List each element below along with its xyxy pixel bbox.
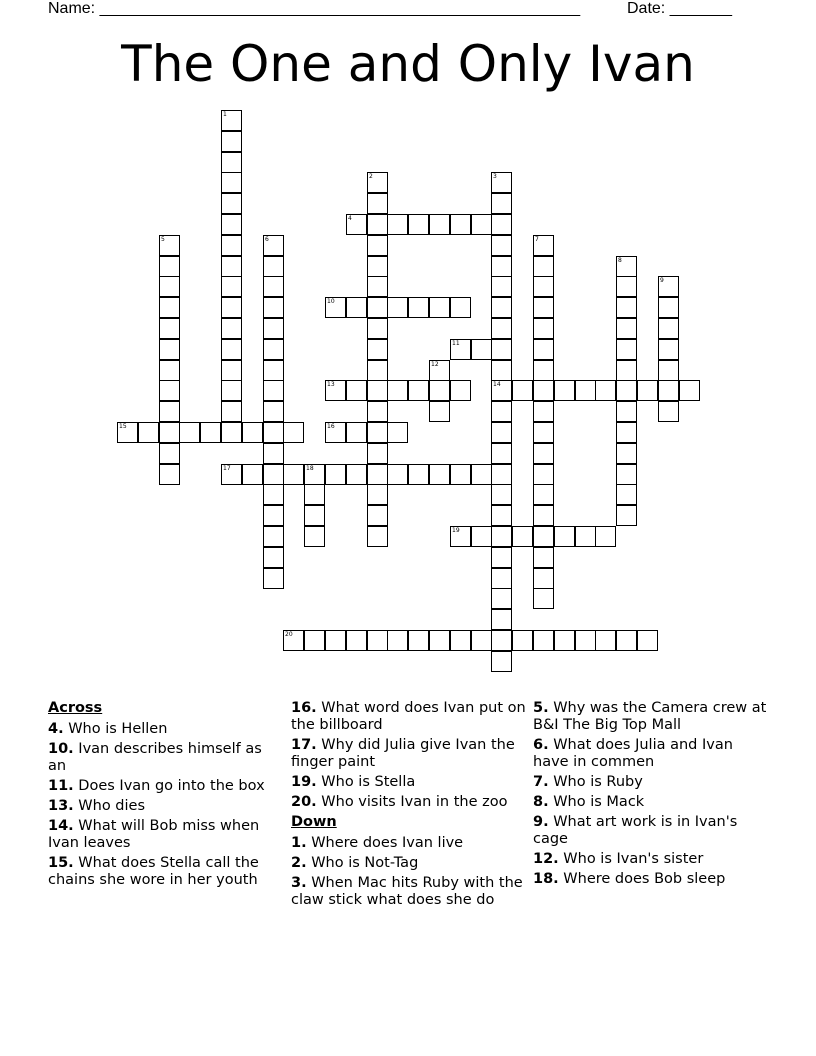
clue-number: 4 bbox=[348, 215, 352, 222]
clue-across-19: 19. Who is Stella bbox=[291, 774, 416, 790]
grid-cell[interactable] bbox=[159, 318, 180, 339]
grid-cell[interactable] bbox=[367, 339, 388, 360]
grid-cell[interactable] bbox=[242, 422, 263, 443]
grid-cell[interactable] bbox=[221, 235, 242, 256]
grid-cell[interactable] bbox=[263, 505, 284, 526]
grid-cell[interactable] bbox=[387, 380, 408, 401]
grid-cell[interactable] bbox=[533, 422, 554, 443]
grid-cell[interactable] bbox=[471, 339, 492, 360]
grid-cell[interactable] bbox=[533, 630, 554, 651]
grid-cell[interactable] bbox=[367, 193, 388, 214]
grid-cell[interactable] bbox=[221, 380, 242, 401]
grid-cell[interactable] bbox=[429, 464, 450, 485]
clue-across-14: 14. What will Bob miss when Ivan leaves bbox=[48, 818, 260, 851]
clue-across-20: 20. Who visits Ivan in the zoo bbox=[291, 794, 508, 810]
grid-cell[interactable] bbox=[533, 588, 554, 609]
grid-cell[interactable] bbox=[367, 214, 388, 235]
grid-cell[interactable] bbox=[533, 464, 554, 485]
grid-cell[interactable] bbox=[367, 360, 388, 381]
grid-cell[interactable] bbox=[450, 630, 471, 651]
grid-cell[interactable] bbox=[616, 297, 637, 318]
grid-cell[interactable] bbox=[491, 651, 512, 672]
grid-cell[interactable] bbox=[408, 630, 429, 651]
grid-cell[interactable] bbox=[616, 505, 637, 526]
grid-cell[interactable] bbox=[304, 526, 325, 547]
grid-cell[interactable] bbox=[533, 568, 554, 589]
grid-cell[interactable] bbox=[595, 630, 616, 651]
grid-cell[interactable] bbox=[533, 235, 554, 256]
clue-across-15: 15. What does Stella call the chains she wore in her youth bbox=[48, 855, 259, 888]
across-heading: Across bbox=[48, 700, 103, 716]
clue-number: 17 bbox=[223, 465, 231, 472]
grid-cell[interactable] bbox=[491, 443, 512, 464]
date-field[interactable]: Date: _______ bbox=[627, 0, 732, 17]
clue-down-5: 5. Why was the Camera crew at B&I The Big Top Mall bbox=[533, 700, 767, 733]
grid-cell[interactable] bbox=[367, 401, 388, 422]
grid-cell[interactable] bbox=[429, 401, 450, 422]
grid-cell[interactable] bbox=[616, 276, 637, 297]
clue-column-3 bbox=[533, 700, 773, 891]
grid-cell[interactable] bbox=[491, 339, 512, 360]
grid-cell[interactable] bbox=[512, 526, 533, 547]
clue-number: 10 bbox=[327, 298, 335, 305]
grid-cell[interactable] bbox=[221, 318, 242, 339]
grid-cell[interactable] bbox=[616, 484, 637, 505]
grid-cell[interactable] bbox=[346, 464, 367, 485]
grid-cell[interactable] bbox=[346, 630, 367, 651]
clue-number: 9 bbox=[660, 277, 664, 284]
grid-cell[interactable] bbox=[533, 256, 554, 277]
grid-cell[interactable] bbox=[263, 235, 284, 256]
grid-cell[interactable] bbox=[283, 464, 304, 485]
clue-number: 7 bbox=[535, 236, 539, 243]
grid-cell[interactable] bbox=[367, 464, 388, 485]
clue-down-3: 3. When Mac hits Ruby with the claw stick what does she do bbox=[291, 875, 523, 908]
grid-cell[interactable] bbox=[200, 422, 221, 443]
grid-cell[interactable] bbox=[263, 568, 284, 589]
grid-cell[interactable] bbox=[450, 464, 471, 485]
grid-cell[interactable] bbox=[263, 360, 284, 381]
grid-cell[interactable] bbox=[367, 276, 388, 297]
grid-cell[interactable] bbox=[471, 630, 492, 651]
grid-cell[interactable] bbox=[491, 505, 512, 526]
grid-cell[interactable] bbox=[408, 214, 429, 235]
grid-cell[interactable] bbox=[221, 131, 242, 152]
grid-cell[interactable] bbox=[263, 256, 284, 277]
clue-down-18: 18. Where does Bob sleep bbox=[533, 871, 726, 887]
grid-cell[interactable] bbox=[491, 256, 512, 277]
grid-cell[interactable] bbox=[367, 256, 388, 277]
grid-cell[interactable] bbox=[367, 505, 388, 526]
clue-down-2: 2. Who is Not-Tag bbox=[291, 855, 419, 871]
grid-cell[interactable] bbox=[304, 630, 325, 651]
grid-cell[interactable] bbox=[367, 172, 388, 193]
grid-cell[interactable] bbox=[554, 630, 575, 651]
grid-cell[interactable] bbox=[346, 422, 367, 443]
clue-column-2 bbox=[291, 700, 527, 912]
grid-cell[interactable] bbox=[263, 380, 284, 401]
clue-across-4: 4. Who is Hellen bbox=[48, 721, 168, 737]
grid-cell[interactable] bbox=[263, 422, 284, 443]
grid-cell[interactable] bbox=[325, 380, 346, 401]
grid-cell[interactable] bbox=[263, 318, 284, 339]
grid-cell[interactable] bbox=[491, 464, 512, 485]
grid-cell[interactable] bbox=[575, 526, 596, 547]
grid-cell[interactable] bbox=[325, 630, 346, 651]
grid-cell[interactable] bbox=[450, 526, 471, 547]
grid-cell[interactable] bbox=[159, 464, 180, 485]
grid-cell[interactable] bbox=[387, 214, 408, 235]
grid-cell[interactable] bbox=[491, 380, 512, 401]
clue-across-13: 13. Who dies bbox=[48, 798, 146, 814]
clue-number: 15 bbox=[119, 423, 127, 430]
grid-cell[interactable] bbox=[658, 297, 679, 318]
grid-cell[interactable] bbox=[221, 172, 242, 193]
grid-cell[interactable] bbox=[159, 380, 180, 401]
grid-cell[interactable] bbox=[595, 380, 616, 401]
grid-cell[interactable] bbox=[263, 526, 284, 547]
grid-cell[interactable] bbox=[616, 422, 637, 443]
grid-cell[interactable] bbox=[263, 547, 284, 568]
clue-number: 1 bbox=[223, 111, 227, 118]
grid-cell[interactable] bbox=[221, 464, 242, 485]
grid-cell[interactable] bbox=[325, 297, 346, 318]
grid-cell[interactable] bbox=[616, 630, 637, 651]
grid-cell[interactable] bbox=[575, 630, 596, 651]
clue-across-16: 16. What word does Ivan put on the billboard bbox=[291, 700, 526, 733]
clue-number: 12 bbox=[431, 361, 439, 368]
grid-cell[interactable] bbox=[283, 422, 304, 443]
grid-cell[interactable] bbox=[304, 505, 325, 526]
grid-cell[interactable] bbox=[491, 422, 512, 443]
grid-cell[interactable] bbox=[616, 401, 637, 422]
grid-cell[interactable] bbox=[387, 297, 408, 318]
grid-cell[interactable] bbox=[491, 484, 512, 505]
grid-cell[interactable] bbox=[679, 380, 700, 401]
grid-cell[interactable] bbox=[491, 609, 512, 630]
grid-cell[interactable] bbox=[491, 172, 512, 193]
grid-cell[interactable] bbox=[616, 380, 637, 401]
grid-cell[interactable] bbox=[616, 464, 637, 485]
grid-cell[interactable] bbox=[221, 297, 242, 318]
grid-cell[interactable] bbox=[263, 297, 284, 318]
grid-cell[interactable] bbox=[554, 526, 575, 547]
grid-cell[interactable] bbox=[221, 360, 242, 381]
grid-cell[interactable] bbox=[221, 339, 242, 360]
grid-cell[interactable] bbox=[658, 339, 679, 360]
grid-cell[interactable] bbox=[658, 380, 679, 401]
grid-cell[interactable] bbox=[159, 276, 180, 297]
clue-number: 18 bbox=[306, 465, 314, 472]
grid-cell[interactable] bbox=[450, 297, 471, 318]
grid-cell[interactable] bbox=[179, 422, 200, 443]
clue-down-8: 8. Who is Mack bbox=[533, 794, 645, 810]
grid-cell[interactable] bbox=[429, 360, 450, 381]
grid-cell[interactable] bbox=[263, 339, 284, 360]
grid-cell[interactable] bbox=[512, 380, 533, 401]
clue-number: 20 bbox=[285, 631, 293, 638]
clue-number: 11 bbox=[452, 340, 460, 347]
grid-cell[interactable] bbox=[159, 256, 180, 277]
grid-cell[interactable] bbox=[450, 339, 471, 360]
grid-cell[interactable] bbox=[533, 276, 554, 297]
clue-column-1 bbox=[48, 700, 276, 892]
grid-cell[interactable] bbox=[429, 214, 450, 235]
grid-cell[interactable] bbox=[491, 235, 512, 256]
grid-cell[interactable] bbox=[533, 380, 554, 401]
grid-cell[interactable] bbox=[346, 297, 367, 318]
grid-cell[interactable] bbox=[138, 422, 159, 443]
grid-cell[interactable] bbox=[491, 401, 512, 422]
clue-number: 19 bbox=[452, 527, 460, 534]
grid-cell[interactable] bbox=[221, 110, 242, 131]
clue-number: 16 bbox=[327, 423, 335, 430]
clue-down-6: 6. What does Julia and Ivan have in commen bbox=[533, 737, 733, 770]
grid-cell[interactable] bbox=[159, 443, 180, 464]
grid-cell[interactable] bbox=[637, 630, 658, 651]
grid-cell[interactable] bbox=[658, 401, 679, 422]
grid-cell[interactable] bbox=[616, 318, 637, 339]
grid-cell[interactable] bbox=[533, 484, 554, 505]
grid-cell[interactable] bbox=[616, 256, 637, 277]
down-heading: Down bbox=[291, 814, 337, 830]
grid-cell[interactable] bbox=[491, 568, 512, 589]
grid-cell[interactable] bbox=[471, 464, 492, 485]
grid-cell[interactable] bbox=[491, 526, 512, 547]
grid-cell[interactable] bbox=[533, 339, 554, 360]
grid-cell[interactable] bbox=[533, 526, 554, 547]
grid-cell[interactable] bbox=[471, 214, 492, 235]
grid-cell[interactable] bbox=[491, 193, 512, 214]
grid-cell[interactable] bbox=[491, 630, 512, 651]
clue-number: 2 bbox=[369, 173, 373, 180]
grid-cell[interactable] bbox=[595, 526, 616, 547]
grid-cell[interactable] bbox=[450, 380, 471, 401]
clue-number: 14 bbox=[493, 381, 501, 388]
grid-cell[interactable] bbox=[616, 443, 637, 464]
grid-cell[interactable] bbox=[491, 297, 512, 318]
grid-cell[interactable] bbox=[263, 484, 284, 505]
grid-cell[interactable] bbox=[491, 547, 512, 568]
grid-cell[interactable] bbox=[471, 526, 492, 547]
grid-cell[interactable] bbox=[387, 422, 408, 443]
grid-cell[interactable] bbox=[575, 380, 596, 401]
grid-cell[interactable] bbox=[367, 526, 388, 547]
grid-cell[interactable] bbox=[533, 547, 554, 568]
grid-cell[interactable] bbox=[429, 380, 450, 401]
clue-down-12: 12. Who is Ivan's sister bbox=[533, 851, 704, 867]
grid-cell[interactable] bbox=[658, 276, 679, 297]
grid-cell[interactable] bbox=[346, 380, 367, 401]
grid-cell[interactable] bbox=[429, 630, 450, 651]
grid-cell[interactable] bbox=[221, 193, 242, 214]
clue-across-17: 17. Why did Julia give Ivan the finger paint bbox=[291, 737, 515, 770]
grid-cell[interactable] bbox=[221, 152, 242, 173]
grid-cell[interactable] bbox=[429, 297, 450, 318]
grid-cell[interactable] bbox=[159, 297, 180, 318]
grid-cell[interactable] bbox=[533, 318, 554, 339]
grid-cell[interactable] bbox=[159, 422, 180, 443]
grid-cell[interactable] bbox=[491, 318, 512, 339]
grid-cell[interactable] bbox=[367, 235, 388, 256]
grid-cell[interactable] bbox=[450, 214, 471, 235]
grid-cell[interactable] bbox=[221, 276, 242, 297]
grid-cell[interactable] bbox=[346, 214, 367, 235]
grid-cell[interactable] bbox=[367, 297, 388, 318]
grid-cell[interactable] bbox=[242, 464, 263, 485]
clue-down-1: 1. Where does Ivan live bbox=[291, 835, 464, 851]
grid-cell[interactable] bbox=[304, 484, 325, 505]
grid-cell[interactable] bbox=[304, 464, 325, 485]
grid-cell[interactable] bbox=[263, 276, 284, 297]
grid-cell[interactable] bbox=[387, 630, 408, 651]
grid-cell[interactable] bbox=[221, 422, 242, 443]
grid-cell[interactable] bbox=[263, 443, 284, 464]
grid-cell[interactable] bbox=[658, 360, 679, 381]
grid-cell[interactable] bbox=[367, 443, 388, 464]
clue-across-10: 10. Ivan describes himself as an bbox=[48, 741, 262, 774]
grid-cell[interactable] bbox=[367, 630, 388, 651]
grid-cell[interactable] bbox=[325, 422, 346, 443]
grid-cell[interactable] bbox=[159, 235, 180, 256]
grid-cell[interactable] bbox=[367, 380, 388, 401]
grid-cell[interactable] bbox=[533, 297, 554, 318]
grid-cell[interactable] bbox=[512, 630, 533, 651]
grid-cell[interactable] bbox=[367, 422, 388, 443]
clue-number: 6 bbox=[265, 236, 269, 243]
page-title: The One and Only Ivan bbox=[121, 35, 695, 93]
grid-cell[interactable] bbox=[221, 214, 242, 235]
grid-cell[interactable] bbox=[533, 443, 554, 464]
clue-number: 13 bbox=[327, 381, 335, 388]
grid-cell[interactable] bbox=[616, 339, 637, 360]
grid-cell[interactable] bbox=[221, 401, 242, 422]
grid-cell[interactable] bbox=[491, 214, 512, 235]
grid-cell[interactable] bbox=[387, 464, 408, 485]
grid-cell[interactable] bbox=[554, 380, 575, 401]
name-field[interactable]: Name: ______________________________________________________ bbox=[48, 0, 581, 17]
clue-down-7: 7. Who is Ruby bbox=[533, 774, 643, 790]
grid-cell[interactable] bbox=[159, 401, 180, 422]
grid-cell[interactable] bbox=[408, 464, 429, 485]
grid-cell[interactable] bbox=[616, 360, 637, 381]
grid-cell[interactable] bbox=[491, 276, 512, 297]
clue-down-9: 9. What art work is in Ivan's cage bbox=[533, 814, 738, 847]
clue-number: 5 bbox=[161, 236, 165, 243]
grid-cell[interactable] bbox=[221, 256, 242, 277]
grid-cell[interactable] bbox=[263, 401, 284, 422]
grid-cell[interactable] bbox=[263, 464, 284, 485]
grid-cell[interactable] bbox=[533, 401, 554, 422]
clue-across-11: 11. Does Ivan go into the box bbox=[48, 778, 265, 794]
grid-cell[interactable] bbox=[159, 360, 180, 381]
grid-cell[interactable] bbox=[283, 630, 304, 651]
grid-cell[interactable] bbox=[408, 380, 429, 401]
grid-cell[interactable] bbox=[325, 464, 346, 485]
grid-cell[interactable] bbox=[491, 360, 512, 381]
clue-number: 8 bbox=[618, 257, 622, 264]
grid-cell[interactable] bbox=[159, 339, 180, 360]
clue-number: 3 bbox=[493, 173, 497, 180]
grid-cell[interactable] bbox=[533, 360, 554, 381]
grid-cell[interactable] bbox=[533, 505, 554, 526]
grid-cell[interactable] bbox=[637, 380, 658, 401]
grid-cell[interactable] bbox=[408, 297, 429, 318]
grid-cell[interactable] bbox=[117, 422, 138, 443]
grid-cell[interactable] bbox=[658, 318, 679, 339]
grid-cell[interactable] bbox=[367, 318, 388, 339]
grid-cell[interactable] bbox=[491, 588, 512, 609]
grid-cell[interactable] bbox=[367, 484, 388, 505]
